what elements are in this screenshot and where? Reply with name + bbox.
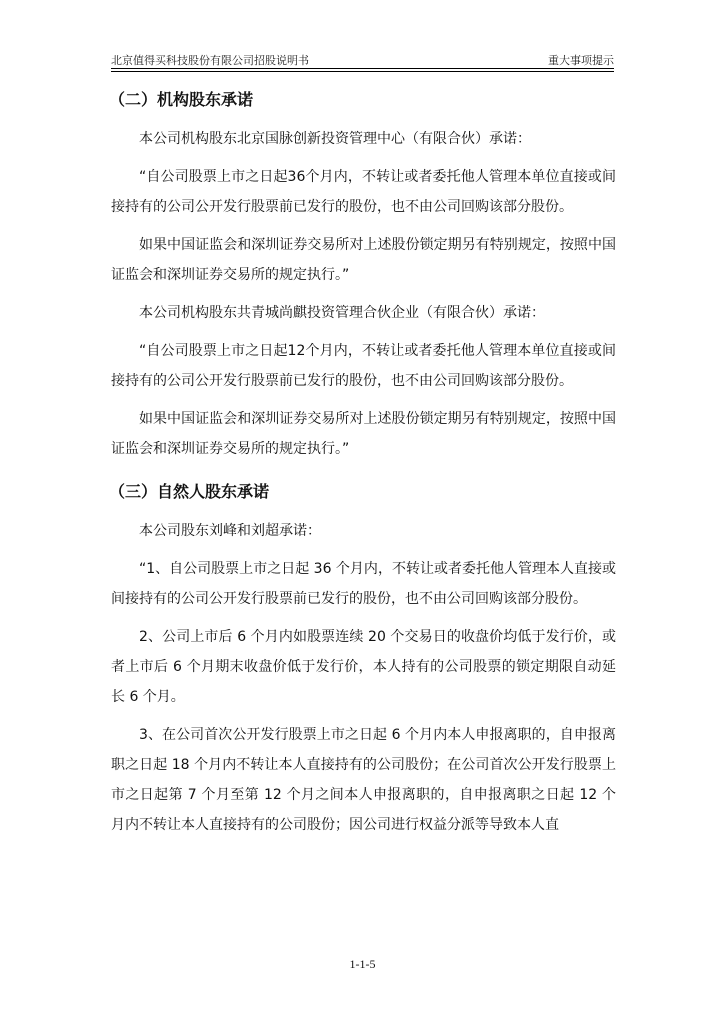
paragraph: 本公司机构股东共青城尚麒投资管理合伙企业（有限合伙）承诺： xyxy=(139,305,545,321)
paragraph: 如果中国证监会和深圳证券交易所对上述股份锁定期另有特别规定，按照中国证监会和深圳证券交易所的规定执行。” xyxy=(111,411,616,457)
paragraph: 本公司机构股东北京国脉创新投资管理中心（有限合伙）承诺： xyxy=(139,131,531,147)
header-section-title: 重大事项提示 xyxy=(548,54,614,67)
paragraph: 如果中国证监会和深圳证券交易所对上述股份锁定期另有特别规定，按照中国证监会和深圳证券交易所的规定执行。” xyxy=(111,237,616,283)
header-rule xyxy=(111,68,614,69)
paragraph: 2、公司上市后 6 个月内如股票连续 20 个交易日的收盘价均低于发行价，或者上市后 6 个月期末收盘价低于发行价，本人持有的公司股票的锁定期限自动延长 6 个月。 xyxy=(111,629,616,705)
document-body xyxy=(111,88,616,848)
section-heading-natural-person: （三）自然人股东承诺 xyxy=(109,482,270,501)
paragraph: 本公司股东刘峰和刘超承诺： xyxy=(139,523,321,539)
paragraph: “1、自公司股票上市之日起 36 个月内，不转让或者委托他人管理本人直接或间接持有的公司公开发行股票前已发行的股份，也不由公司回购该部分股份。 xyxy=(111,561,616,607)
page-header xyxy=(111,50,614,68)
header-rule-secondary xyxy=(111,71,614,72)
paragraph: 3、在公司首次公开发行股票上市之日起 6 个月内本人申报离职的，自申报离职之日起 18 个月内不转让本人直接持有的公司股份；在公司首次公开发行股票上市之日起第 7 个月至第 12 个月之间本人申报离职的，自申报离职之日起 12 个月内不转让本人直接持有的公司股份；因公司进行权益分派等导致本人直 xyxy=(111,727,616,833)
section-heading-institutional: （二）机构股东承诺 xyxy=(109,90,254,109)
paragraph: “自公司股票上市之日起12个月内，不转让或者委托他人管理本单位直接或间接持有的公司公开发行股票前已发行的股份，也不由公司回购该部分股份。 xyxy=(111,343,616,389)
paragraph: “自公司股票上市之日起36个月内，不转让或者委托他人管理本单位直接或间接持有的公司公开发行股票前已发行的股份，也不由公司回购该部分股份。 xyxy=(111,169,616,215)
header-document-title: 北京值得买科技股份有限公司招股说明书 xyxy=(111,54,309,67)
page-number: 1-1-5 xyxy=(349,957,376,971)
